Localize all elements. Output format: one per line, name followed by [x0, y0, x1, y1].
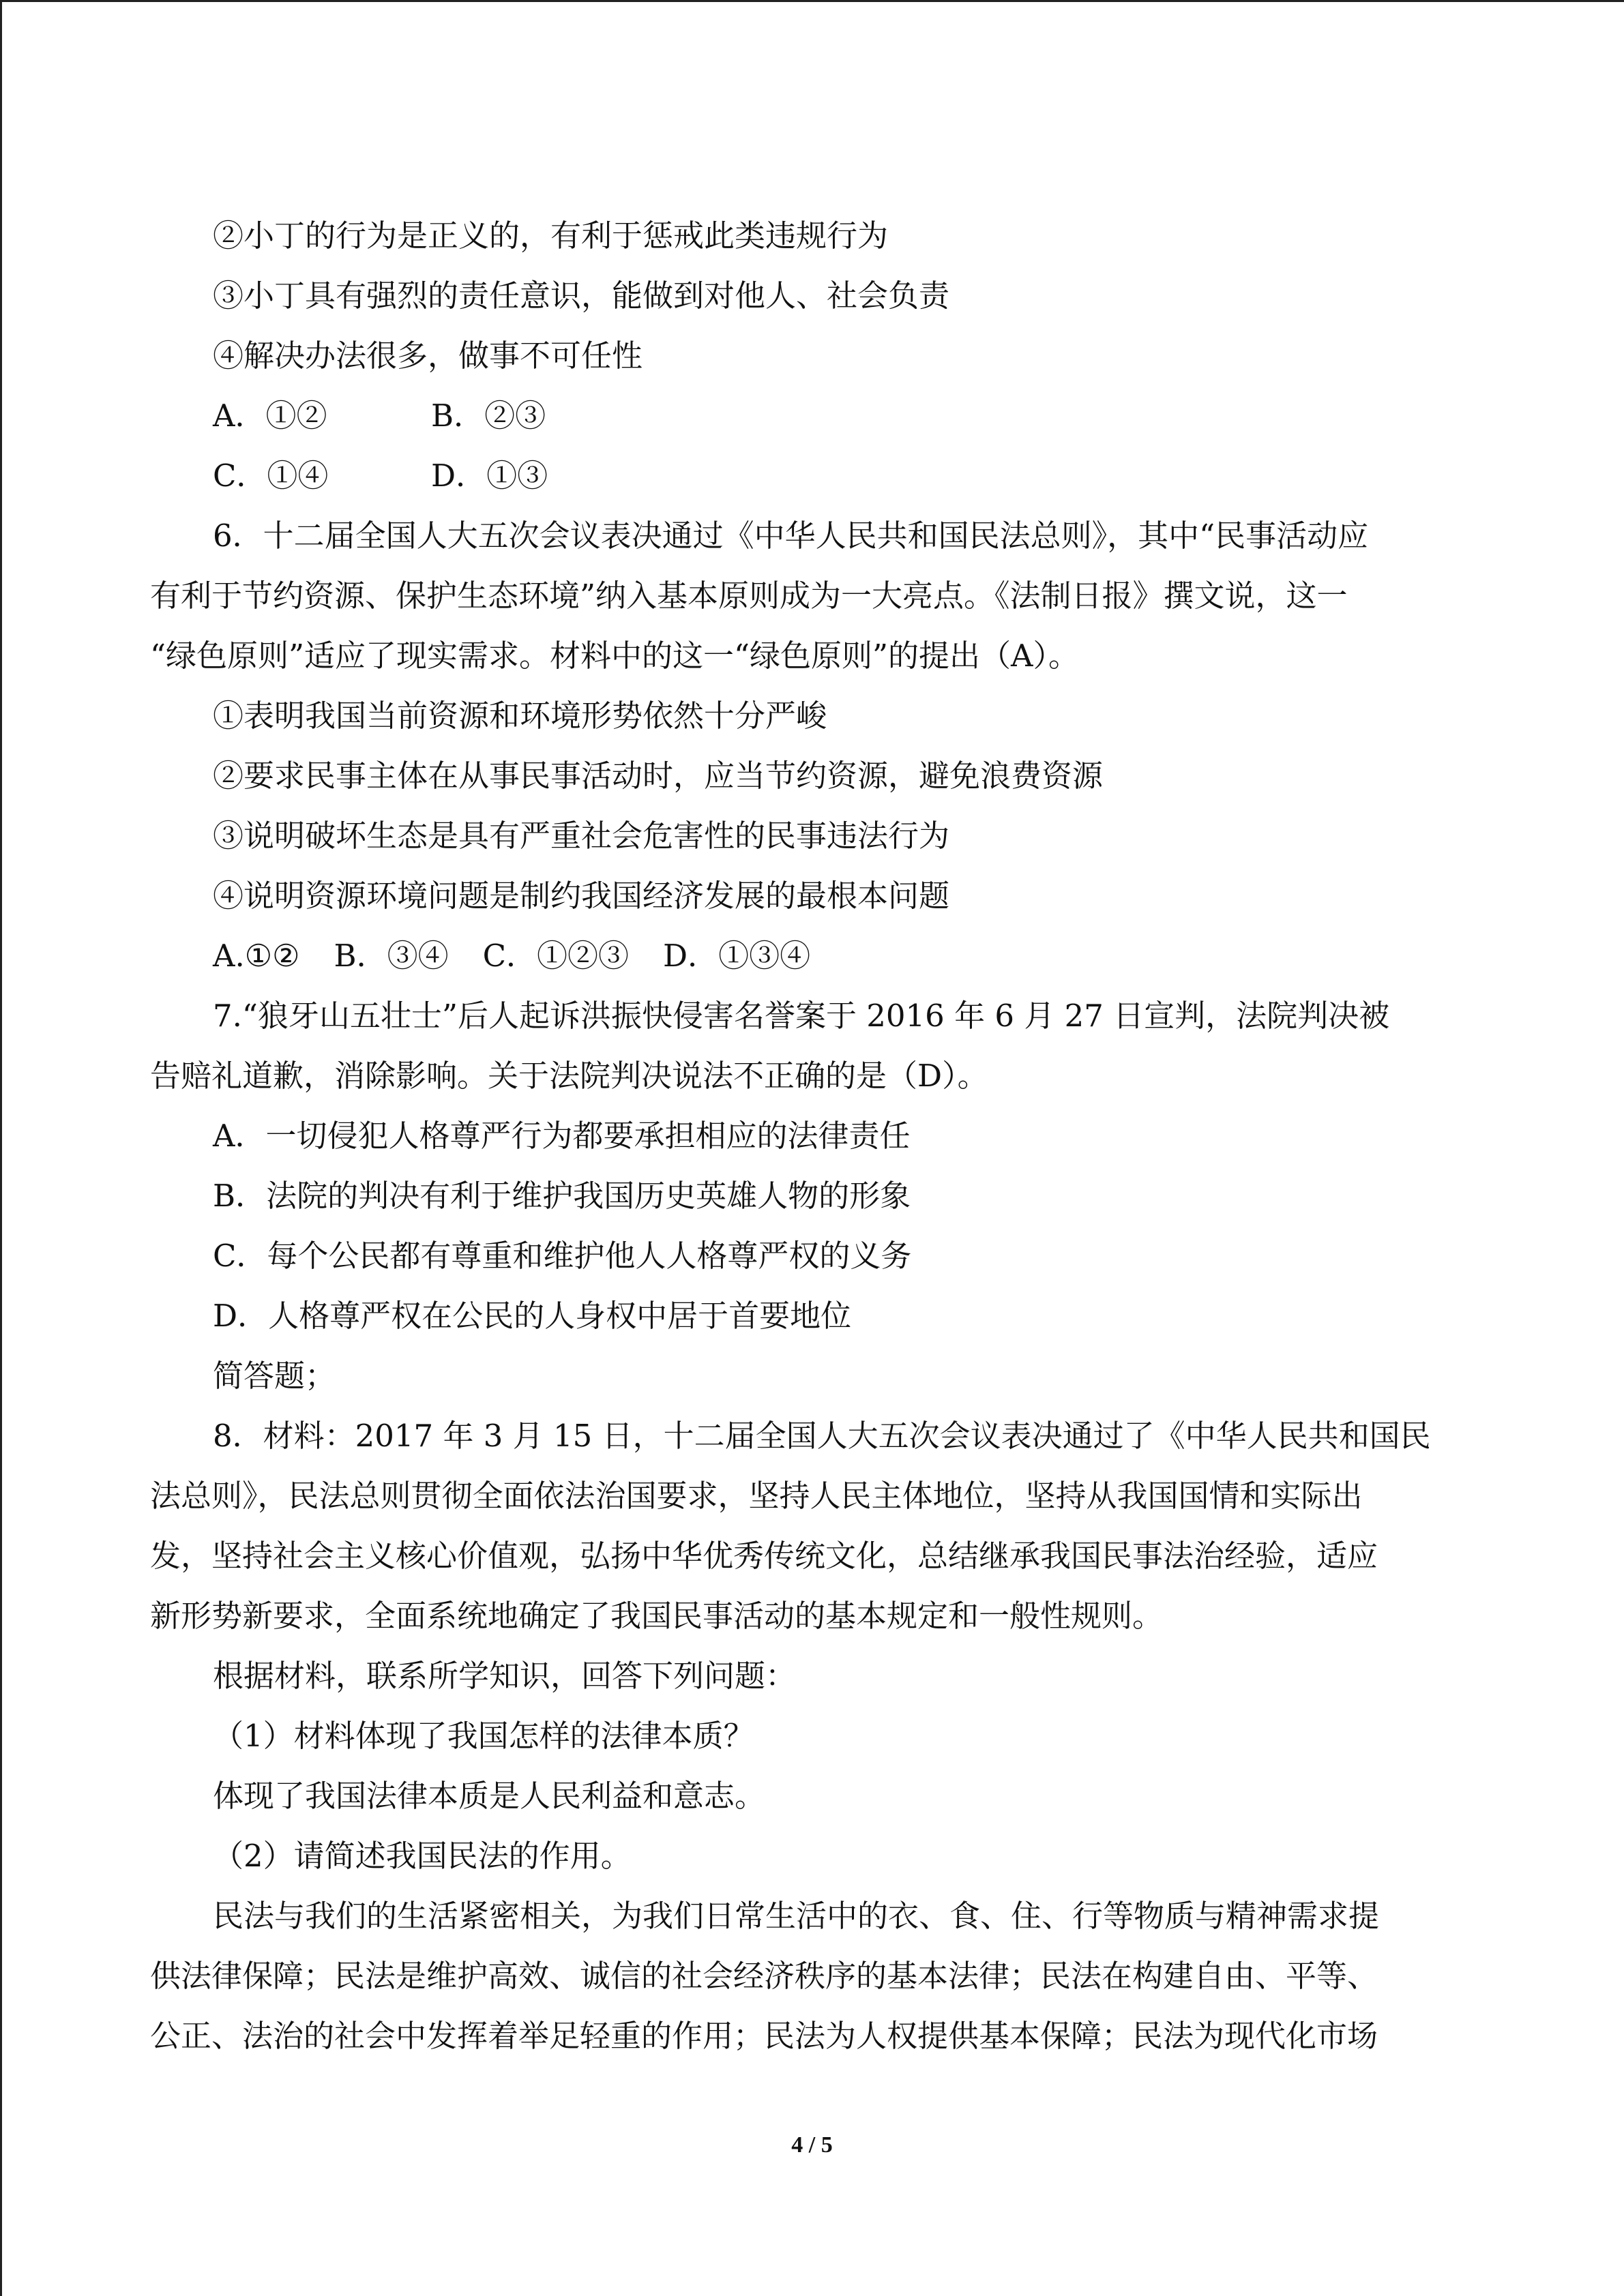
- page-number: 4 / 5: [791, 2132, 833, 2158]
- q6-option-c: C．①②③: [482, 938, 630, 974]
- q7-option-d: D．人格尊严权在公民的人身权中居于首要地位: [213, 1298, 852, 1334]
- document-body: [150, 206, 1463, 2066]
- q5-option-b: B．②③: [431, 398, 546, 434]
- page-border-top: [0, 0, 1624, 2]
- q5-options-row-1: [150, 386, 1463, 446]
- q6-option-b: B．③④: [334, 938, 449, 974]
- q8-stem-line-1: 8．材料：2017 年 3 月 15 日，十二届全国人大五次会议表决通过了《中华人民共和国民: [213, 1418, 1431, 1454]
- q8-prompt: 根据材料，联系所学知识，回答下列问题：: [213, 1658, 797, 1694]
- q5-option-c: C．①④: [213, 458, 329, 494]
- section-title: 简答题；: [213, 1358, 336, 1394]
- q6-options-row: [150, 926, 1463, 986]
- q6-statement-1: ①表明我国当前资源和环境形势依然十分严峻: [213, 698, 827, 734]
- q7-stem-line-1: 7.“狼牙山五壮士”后人起诉洪振快侵害名誉案于 2016 年 6 月 27 日宣判，法院判决被: [213, 998, 1390, 1034]
- q8-sub2-answer-line-3: 公正、法治的社会中发挥着举足轻重的作用；民法为人权提供基本保障；民法为现代化市场: [150, 2018, 1378, 2054]
- q7-option-c: C．每个公民都有尊重和维护他人人格尊严权的义务: [213, 1238, 912, 1274]
- q7-option-b: B．法院的判决有利于维护我国历史英雄人物的形象: [213, 1178, 911, 1214]
- q8-sub1-answer: 体现了我国法律本质是人民利益和意志。: [213, 1778, 766, 1814]
- q5-statement-3: ③小丁具有强烈的责任意识，能做到对他人、社会负责: [213, 278, 950, 314]
- q8-stem-line-4: 新形势新要求，全面系统地确定了我国民事活动的基本规定和一般性规则。: [150, 1598, 1164, 1634]
- q7-option-a: A．一切侵犯人格尊严行为都要承担相应的法律责任: [213, 1118, 911, 1154]
- q5-options-row-2: [150, 446, 1463, 506]
- q6-statement-2: ②要求民事主体在从事民事活动时，应当节约资源，避免浪费资源: [213, 758, 1104, 794]
- q6-option-d: D．①③④: [663, 938, 811, 974]
- q8-sub2-answer-line-1: 民法与我们的生活紧密相关，为我们日常生活中的衣、食、住、行等物质与精神需求提: [213, 1898, 1380, 1934]
- page-border-left: [0, 0, 2, 2296]
- q8-sub2-answer-line-2: 供法律保障；民法是维护高效、诚信的社会经济秩序的基本法律；民法在构建自由、平等、: [150, 1958, 1378, 1994]
- q6-stem-line-2: 有利于节约资源、保护生态环境”纳入基本原则成为一大亮点。《法制日报》撰文说，这一: [150, 578, 1348, 614]
- q5-option-a: A．①②: [213, 398, 327, 434]
- q6-stem-line-3: “绿色原则”适应了现实需求。材料中的这一“绿色原则”的提出（A）。: [150, 638, 1080, 674]
- q6-option-a: A.①②: [213, 938, 300, 974]
- q6-statement-4: ④说明资源环境问题是制约我国经济发展的最根本问题: [213, 878, 950, 914]
- q5-statement-4: ④解决办法很多，做事不可任性: [213, 338, 643, 374]
- q6-statement-3: ③说明破坏生态是具有严重社会危害性的民事违法行为: [213, 818, 950, 854]
- q8-sub1-question: （1）材料体现了我国怎样的法律本质？: [213, 1718, 754, 1754]
- q7-stem-line-2: 告赔礼道歉，消除影响。关于法院判决说法不正确的是（D）。: [150, 1058, 988, 1094]
- q5-option-d: D．①③: [431, 458, 548, 494]
- q5-statement-2: ②小丁的行为是正义的，有利于惩戒此类违规行为: [213, 218, 889, 254]
- q8-sub2-question: （2）请简述我国民法的作用。: [213, 1838, 632, 1874]
- q6-stem-line-1: 6．十二届全国人大五次会议表决通过《中华人民共和国民法总则》，其中“民事活动应: [213, 518, 1369, 554]
- q8-stem-line-2: 法总则》，民法总则贯彻全面依法治国要求，坚持人民主体地位，坚持从我国国情和实际出: [150, 1478, 1363, 1514]
- q8-stem-line-3: 发，坚持社会主义核心价值观，弘扬中华优秀传统文化，总结继承我国民事法治经验，适应: [150, 1538, 1378, 1574]
